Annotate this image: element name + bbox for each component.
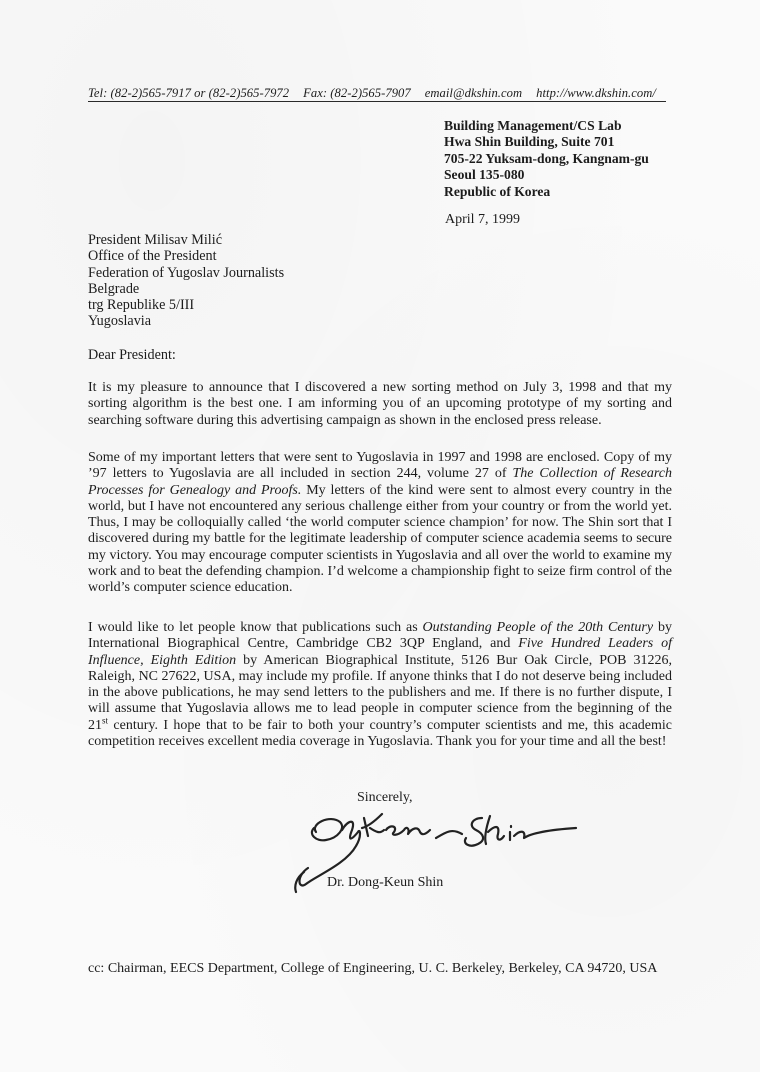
telephone-numbers: Tel: (82-2)565-7917 or (82-2)565-7972 xyxy=(88,86,290,100)
body-paragraph-2 xyxy=(88,450,672,596)
website-address: http://www.dkshin.com/ xyxy=(536,86,656,100)
paragraph-text: Some of my important letters that were sent to Yugoslavia in 1997 and 1998 are enclosed. Copy of my ’97 letters to Yugoslavia are all included in section 244, volume 27 of xyxy=(88,450,672,482)
sender-address-line: Republic of Korea xyxy=(444,183,551,199)
recipient-address xyxy=(88,232,284,330)
recipient-address-line: trg Republike 5/III xyxy=(88,297,195,314)
sender-address-line: Seoul 135-080 xyxy=(444,167,525,183)
paragraph-text: by International Biographical Centre, Cambridge CB2 3QP England, and xyxy=(88,620,673,652)
sender-address-line: Building Management/CS Lab xyxy=(444,118,622,133)
letterhead-contact-line xyxy=(88,86,666,102)
paragraph-text: by American Biographical Institute, 5126 Bur Oak Circle, POB 31226, Raleigh, NC 27622, USA, may include my profile. If anyone thinks that I do not deserve being included in the above publications, he may send letters to the publishers and me. If there is no further dispute, I will assume that Yugoslavia allows me to lead people in computer science from the beginning of the 21 xyxy=(88,652,672,733)
recipient-address-line: Yugoslavia xyxy=(88,313,152,330)
closing: Sincerely, xyxy=(357,790,413,805)
paragraph-text: I would like to let people know that publications such as xyxy=(88,620,423,635)
sender-address-line: 705-22 Yuksam-dong, Kangnam-gu xyxy=(444,150,649,166)
recipient-address-line: Federation of Yugoslav Journalists xyxy=(88,264,285,281)
book-title: Outstanding People of the 20th Century xyxy=(422,620,654,635)
paragraph-text: century. I hope that to be fair to both your country’s computer scientists and me, this academic competition receives excellent media coverage in Yugoslavia. Thank you for your time and all the best! xyxy=(88,717,672,749)
ordinal-suffix: st xyxy=(102,714,109,725)
recipient-address-line: Belgrade xyxy=(88,280,140,297)
book-title: The Collection of Research Processes for Genealogy and Proofs. xyxy=(88,466,672,498)
recipient-address-line: Office of the President xyxy=(88,248,217,265)
salutation: Dear President: xyxy=(88,347,176,363)
body-paragraph-1: It is my pleasure to announce that I discovered a new sorting method on July 3, 1998 and that my sorting algorithm is the best one. I am informing you of an upcoming prototype of my sorting and searching software during this advertising campaign as shown in the enclosed press release. xyxy=(88,380,672,428)
body-paragraph-3 xyxy=(88,620,672,750)
signer-name: Dr. Dong-Keun Shin xyxy=(327,875,444,890)
fax-number: Fax: (82-2)565-7907 xyxy=(303,86,411,100)
sender-address-line: Hwa Shin Building, Suite 701 xyxy=(444,134,615,150)
email-address: email@dkshin.com xyxy=(424,86,523,100)
letter-date: April 7, 1999 xyxy=(445,212,521,227)
sender-address xyxy=(444,118,649,200)
carbon-copy-line: cc: Chairman, EECS Department, College of Engineering, U. C. Berkeley, Berkeley, CA 94720, USA xyxy=(88,961,658,976)
book-title: Five Hundred Leaders of Influence, Eighth Edition xyxy=(88,636,673,668)
paragraph-text: My letters of the kind were sent to almost every country in the world, but I have not encountered any serious challenge either from your country or from the world yet. Thus, I may be colloquially called ‘the world computer science champion’ for now. The Shin sort that I discovered during my battle for the legitimate leadership of computer science academia seems to secure my victory. You may encourage computer scientists in Yugoslavia and all over the world to examine my work and to beat the defending champion. I’d welcome a championship fight to seize firm control of the world’s computer science education. xyxy=(88,482,673,595)
recipient-address-line: President Milisav Milić xyxy=(88,232,222,248)
